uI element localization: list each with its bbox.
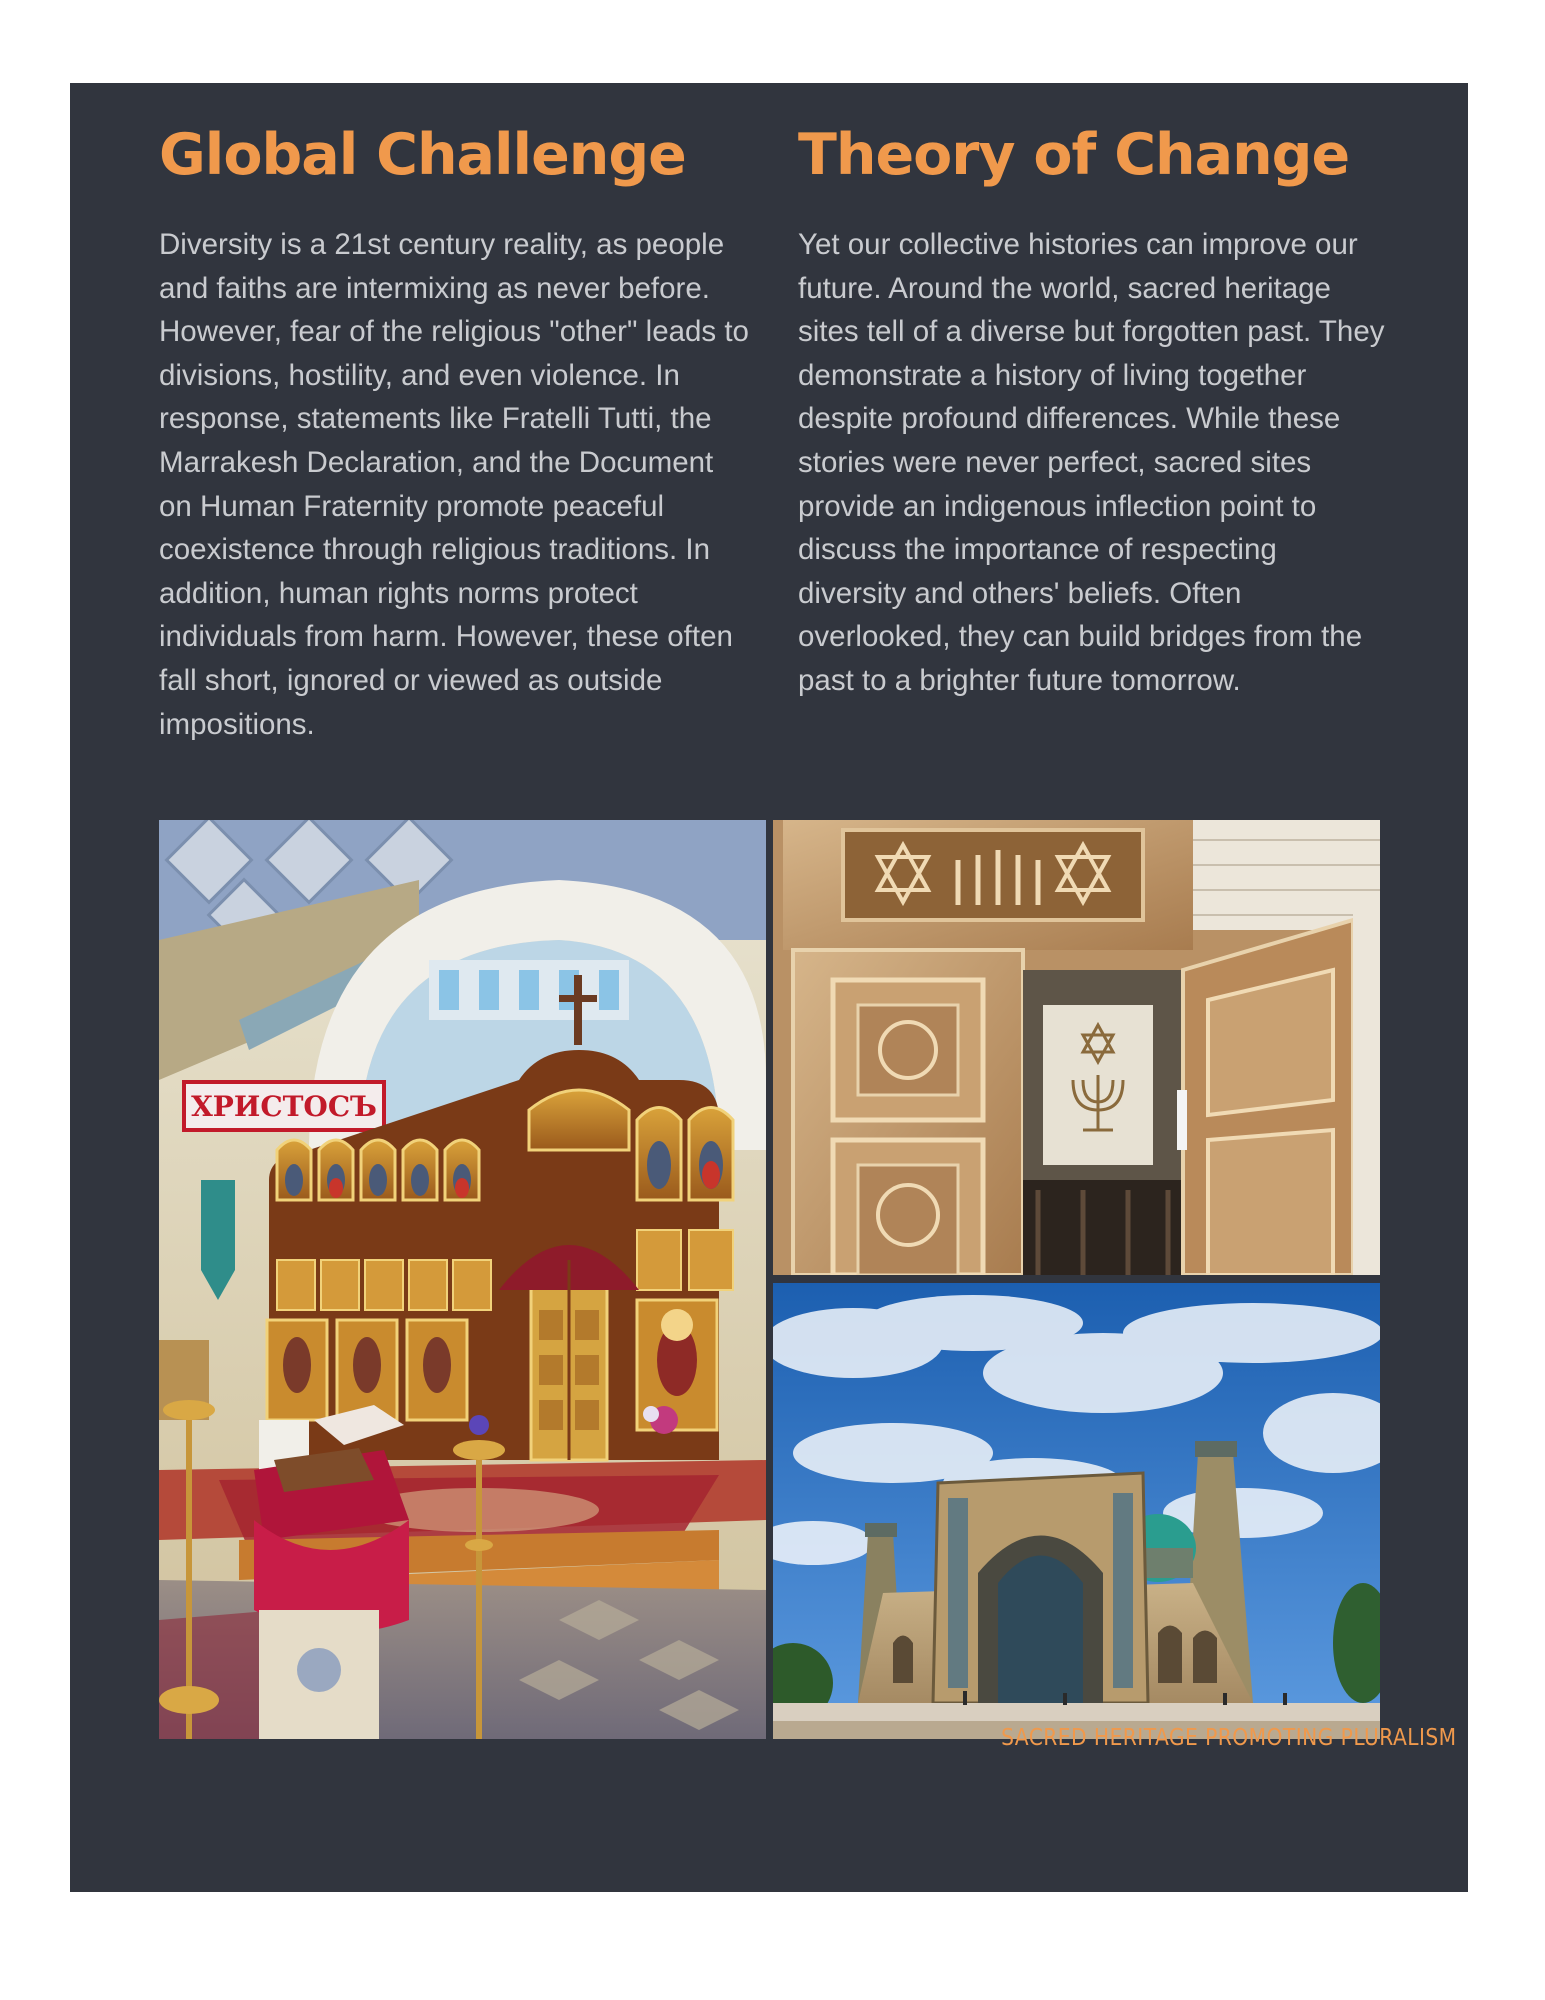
madrasa-photo: [773, 1283, 1380, 1739]
church-iconostasis-photo: [159, 820, 766, 1739]
theory-of-change-body: Yet our collective histories can improve our future. Around the world, sacred heritage sites tell of a diverse but forgotten past. They demonstrate a history of living together despite profound differences. While these stories were never perfect, sacred sites provide an indigenous inflection point to discuss the importance of respecting diversity and others' beliefs. Often overlooked, they can build bridges from the past to a brighter future tomorrow.: [798, 228, 1385, 697]
global-challenge-heading: Global Challenge: [159, 122, 686, 188]
theory-of-change-heading: Theory of Change: [798, 122, 1350, 188]
madrasa-image: [773, 1283, 1380, 1739]
synagogue-door-image: [773, 820, 1380, 1275]
content-panel: [70, 83, 1468, 1892]
church-interior-image: [159, 820, 766, 1739]
synagogue-doors-photo: [773, 820, 1380, 1275]
footer-tagline: SACRED HERITAGE PROMOTING PLURALISM: [1001, 1725, 1457, 1751]
church-banner-text: ХРИСТОСЪ: [191, 1090, 377, 1123]
global-challenge-body: Diversity is a 21st century reality, as people and faiths are intermixing as never before. However, fear of the religious "other" leads to divisions, hostility, and even violence. In response, statements like Fratelli Tutti, the Marrakesh Declaration, and the Document on Human Fraternity promote peaceful coexistence through religious traditions. In addition, human rights norms protect individuals from harm. However, these often fall short, ignored or viewed as outside impositions.: [159, 228, 749, 741]
